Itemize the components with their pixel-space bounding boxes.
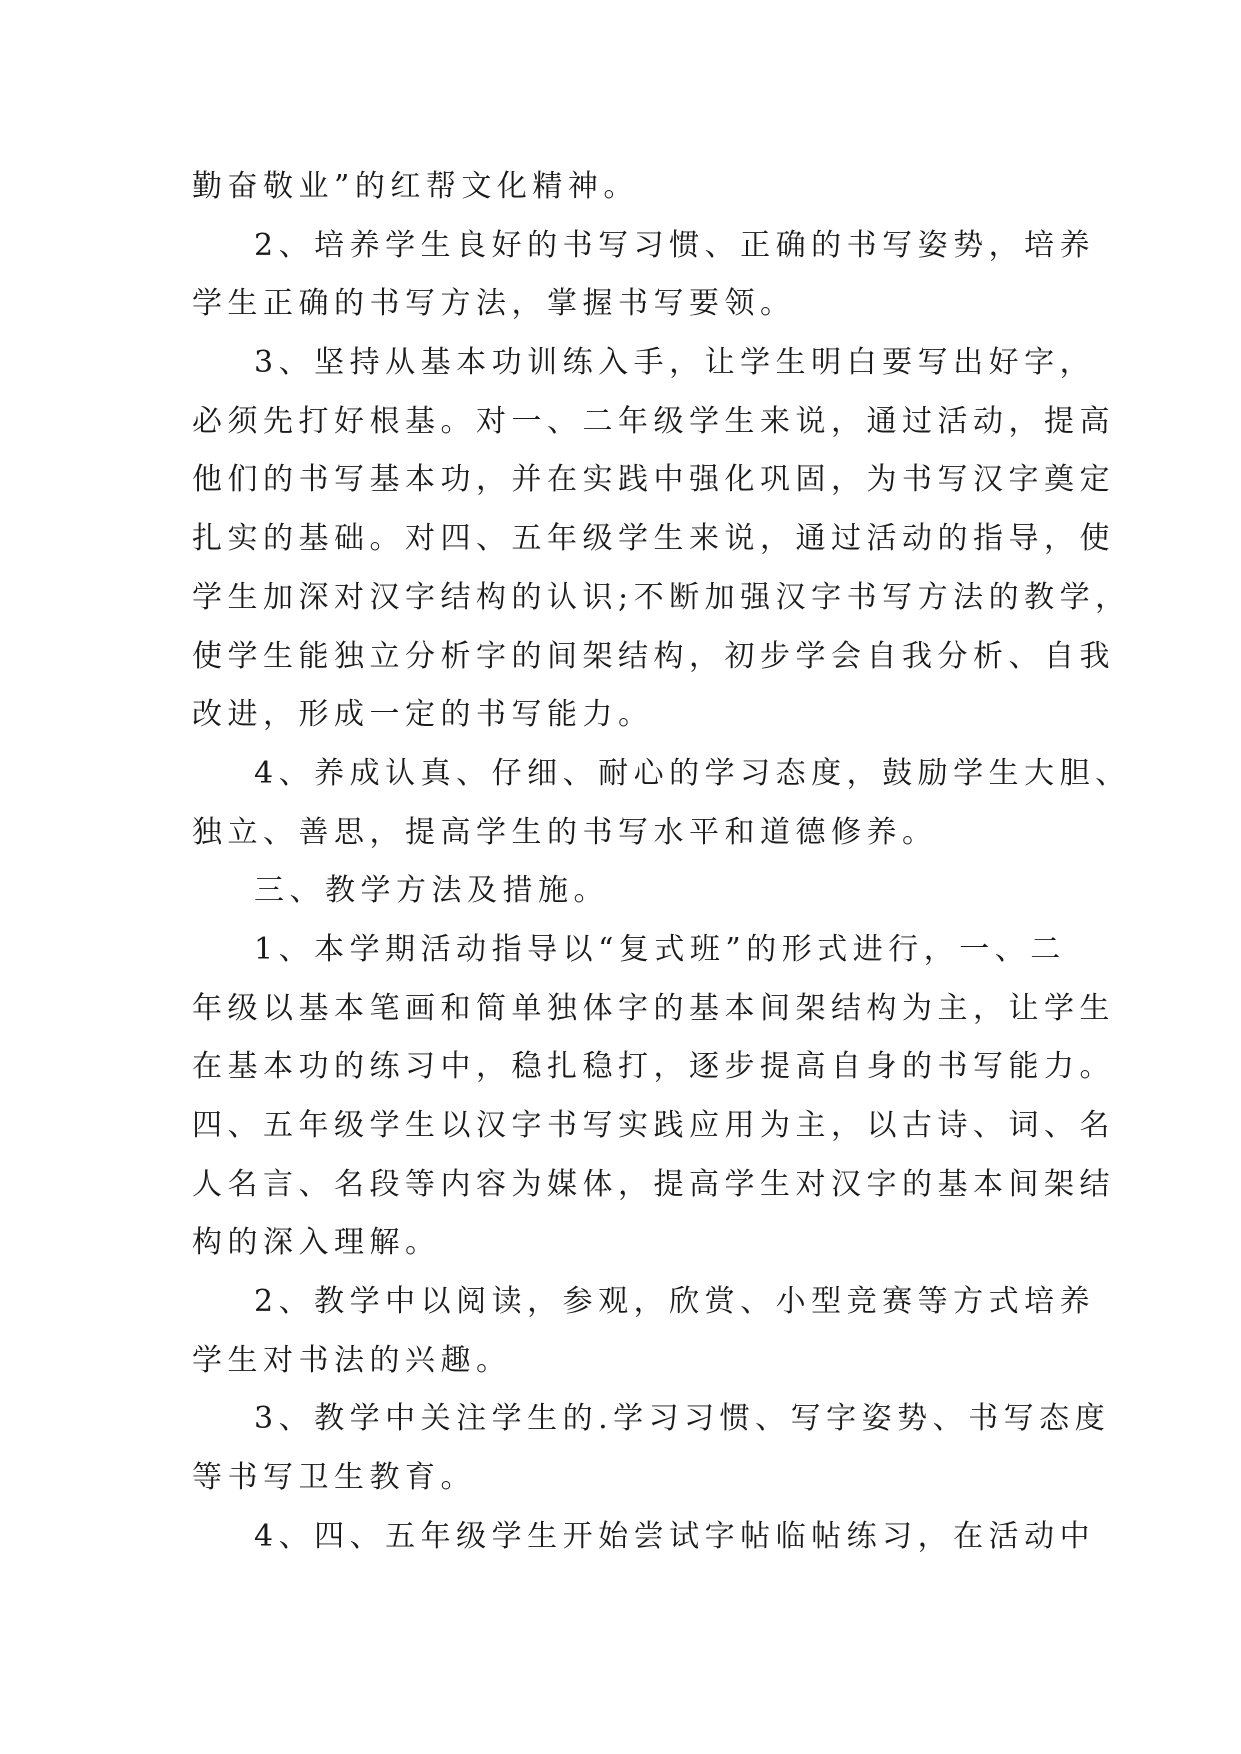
text-line: 他们的书写基本功，并在实践中强化巩固，为书写汉字奠定 xyxy=(192,462,1115,498)
section-heading: 三、教学方法及措施。 xyxy=(254,873,609,909)
document-body xyxy=(192,158,1131,1567)
text-line: 学生加深对汉字结构的认识;不断加强汉字书写方法的教学， xyxy=(192,579,1131,615)
text-line: 年级以基本笔画和简单独体字的基本间架结构为主，让学生 xyxy=(192,990,1115,1026)
text-line: 学生对书法的兴趣。 xyxy=(192,1342,512,1378)
text-line: 4、四、五年级学生开始尝试字帖临帖练习，在活动中 xyxy=(254,1518,1096,1554)
text-line: 学生正确的书写方法，掌握书写要领。 xyxy=(192,286,796,322)
text-line: 3、教学中关注学生的.学习习惯、写字姿势、书写态度 xyxy=(254,1401,1111,1437)
text-line: 1、本学期活动指导以“复式班”的形式进行，一、二 xyxy=(254,931,1066,967)
text-line: 扎实的基础。对四、五年级学生来说，通过活动的指导，使 xyxy=(192,521,1115,557)
text-line: 构的深入理解。 xyxy=(192,1225,441,1261)
text-line: 3、坚持从基本功训练入手，让学生明白要写出好字， xyxy=(254,345,1096,381)
text-line: 人名言、名段等内容为媒体，提高学生对汉字的基本间架结 xyxy=(192,1166,1115,1202)
text-line: 使学生能独立分析字的间架结构，初步学会自我分析、自我 xyxy=(192,638,1115,674)
text-line: 在基本功的练习中，稳扎稳打，逐步提高自身的书写能力。 xyxy=(192,1049,1115,1085)
text-line: 四、五年级学生以汉字书写实践应用为主，以古诗、词、名 xyxy=(192,1108,1115,1143)
text-line: 4、养成认真、仔细、耐心的学习态度，鼓励学生大胆、 xyxy=(254,755,1131,791)
text-line: 等书写卫生教育。 xyxy=(192,1460,476,1496)
text-line: 独立、善思，提高学生的书写水平和道德修养。 xyxy=(192,814,938,850)
text-line: 改进，形成一定的书写能力。 xyxy=(192,697,654,733)
text-line: 勤奋敬业”的红帮文化精神。 xyxy=(192,169,639,204)
text-line: 必须先打好根基。对一、二年级学生来说，通过活动，提高 xyxy=(192,403,1115,439)
text-line: 2、教学中以阅读，参观，欣赏、小型竞赛等方式培养 xyxy=(254,1284,1096,1320)
text-line: 2、培养学生良好的书写习惯、正确的书写姿势，培养 xyxy=(254,227,1096,263)
